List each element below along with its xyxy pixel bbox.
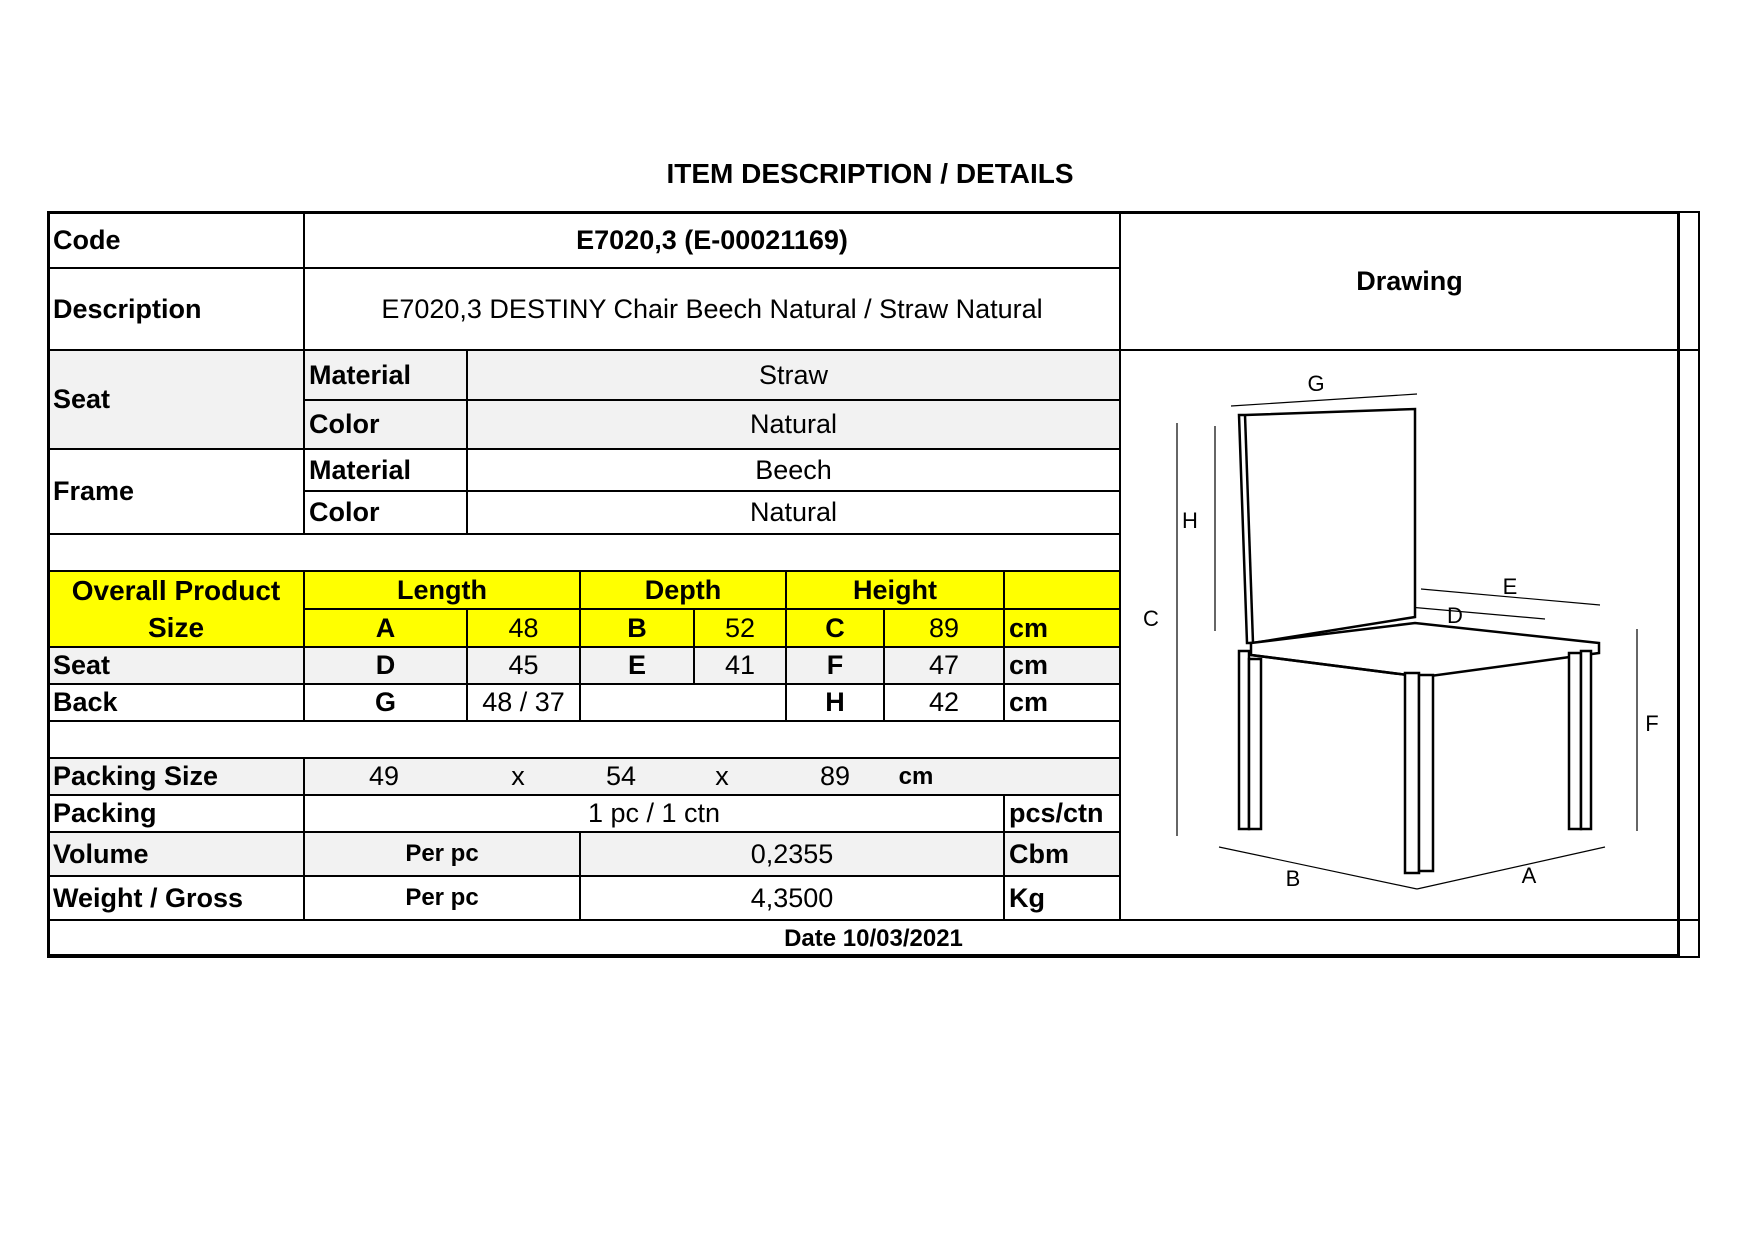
description-label: Description xyxy=(48,268,304,350)
packing-length: 49 xyxy=(368,761,400,791)
dim-label-d: D xyxy=(1447,603,1463,628)
weight-per: Per pc xyxy=(304,876,580,920)
seat-dims-label: Seat xyxy=(48,647,304,684)
packing-x-2: x xyxy=(715,761,729,791)
dim-label-f: F xyxy=(1645,711,1659,736)
dim-d-letter: D xyxy=(304,647,467,684)
packing-size-unit: cm xyxy=(898,762,934,790)
dim-h-value: 42 xyxy=(884,684,1004,721)
frame-material-value: Beech xyxy=(467,449,1120,491)
dim-b-letter: B xyxy=(580,609,694,647)
date-footer: Date 10/03/2021 xyxy=(48,920,1699,957)
frame-color-value: Natural xyxy=(467,491,1120,534)
dim-label-c: C xyxy=(1143,606,1159,631)
dim-label-h: H xyxy=(1182,508,1198,533)
seat-color-label: Color xyxy=(304,400,467,449)
back-dims-label: Back xyxy=(48,684,304,721)
weight-unit: Kg xyxy=(1004,876,1120,920)
dim-e-letter: E xyxy=(580,647,694,684)
packing-label: Packing xyxy=(48,795,304,832)
packing-height: 89 xyxy=(819,761,851,791)
frame-label: Frame xyxy=(48,449,304,534)
volume-label: Volume xyxy=(48,832,304,876)
dim-label-a: A xyxy=(1521,863,1537,888)
size-unit: cm xyxy=(1004,609,1120,647)
dim-g-value: 48 / 37 xyxy=(467,684,580,721)
length-header: Length xyxy=(304,571,580,609)
seat-label: Seat xyxy=(48,350,304,449)
dim-label-e: E xyxy=(1502,574,1518,599)
height-header: Height xyxy=(786,571,1004,609)
dim-h-letter: H xyxy=(786,684,884,721)
dim-f-letter: F xyxy=(786,647,884,684)
code-label: Code xyxy=(48,212,304,268)
document-title: ITEM DESCRIPTION / DETAILS xyxy=(666,158,1074,189)
code-value: E7020,3 (E-00021169) xyxy=(304,212,1120,268)
dim-label-g: G xyxy=(1307,371,1325,396)
dim-e-value: 41 xyxy=(694,647,786,684)
depth-header: Depth xyxy=(580,571,786,609)
frame-color-label: Color xyxy=(304,491,467,534)
dim-d-value: 45 xyxy=(467,647,580,684)
drawing-header: Drawing xyxy=(1120,212,1699,350)
dim-a-letter: A xyxy=(304,609,467,647)
packing-value: 1 pc / 1 ctn xyxy=(304,795,1004,832)
seat-material-label: Material xyxy=(304,350,467,400)
packing-unit: pcs/ctn xyxy=(1004,795,1120,832)
packing-size-label: Packing Size xyxy=(48,758,304,795)
back-dims-unit: cm xyxy=(1004,684,1120,721)
packing-width: 54 xyxy=(605,761,637,791)
overall-size-label: Overall Product Size xyxy=(48,571,304,647)
volume-per: Per pc xyxy=(304,832,580,876)
dim-c-value: 89 xyxy=(884,609,1004,647)
dim-a-value: 48 xyxy=(467,609,580,647)
weight-label: Weight / Gross xyxy=(48,876,304,920)
packing-x-1: x xyxy=(511,761,525,791)
dim-g-letter: G xyxy=(304,684,467,721)
volume-unit: Cbm xyxy=(1004,832,1120,876)
seat-color-value: Natural xyxy=(467,400,1120,449)
weight-value: 4,3500 xyxy=(580,876,1004,920)
dim-label-b: B xyxy=(1285,866,1301,891)
dim-c-letter: C xyxy=(786,609,884,647)
seat-dims-unit: cm xyxy=(1004,647,1120,684)
dim-b-value: 52 xyxy=(694,609,786,647)
dim-f-value: 47 xyxy=(884,647,1004,684)
seat-material-value: Straw xyxy=(467,350,1120,400)
table-outer-border xyxy=(47,211,1680,957)
description-value: E7020,3 DESTINY Chair Beech Natural / Straw Natural xyxy=(304,268,1120,350)
volume-value: 0,2355 xyxy=(580,832,1004,876)
frame-material-label: Material xyxy=(304,449,467,491)
